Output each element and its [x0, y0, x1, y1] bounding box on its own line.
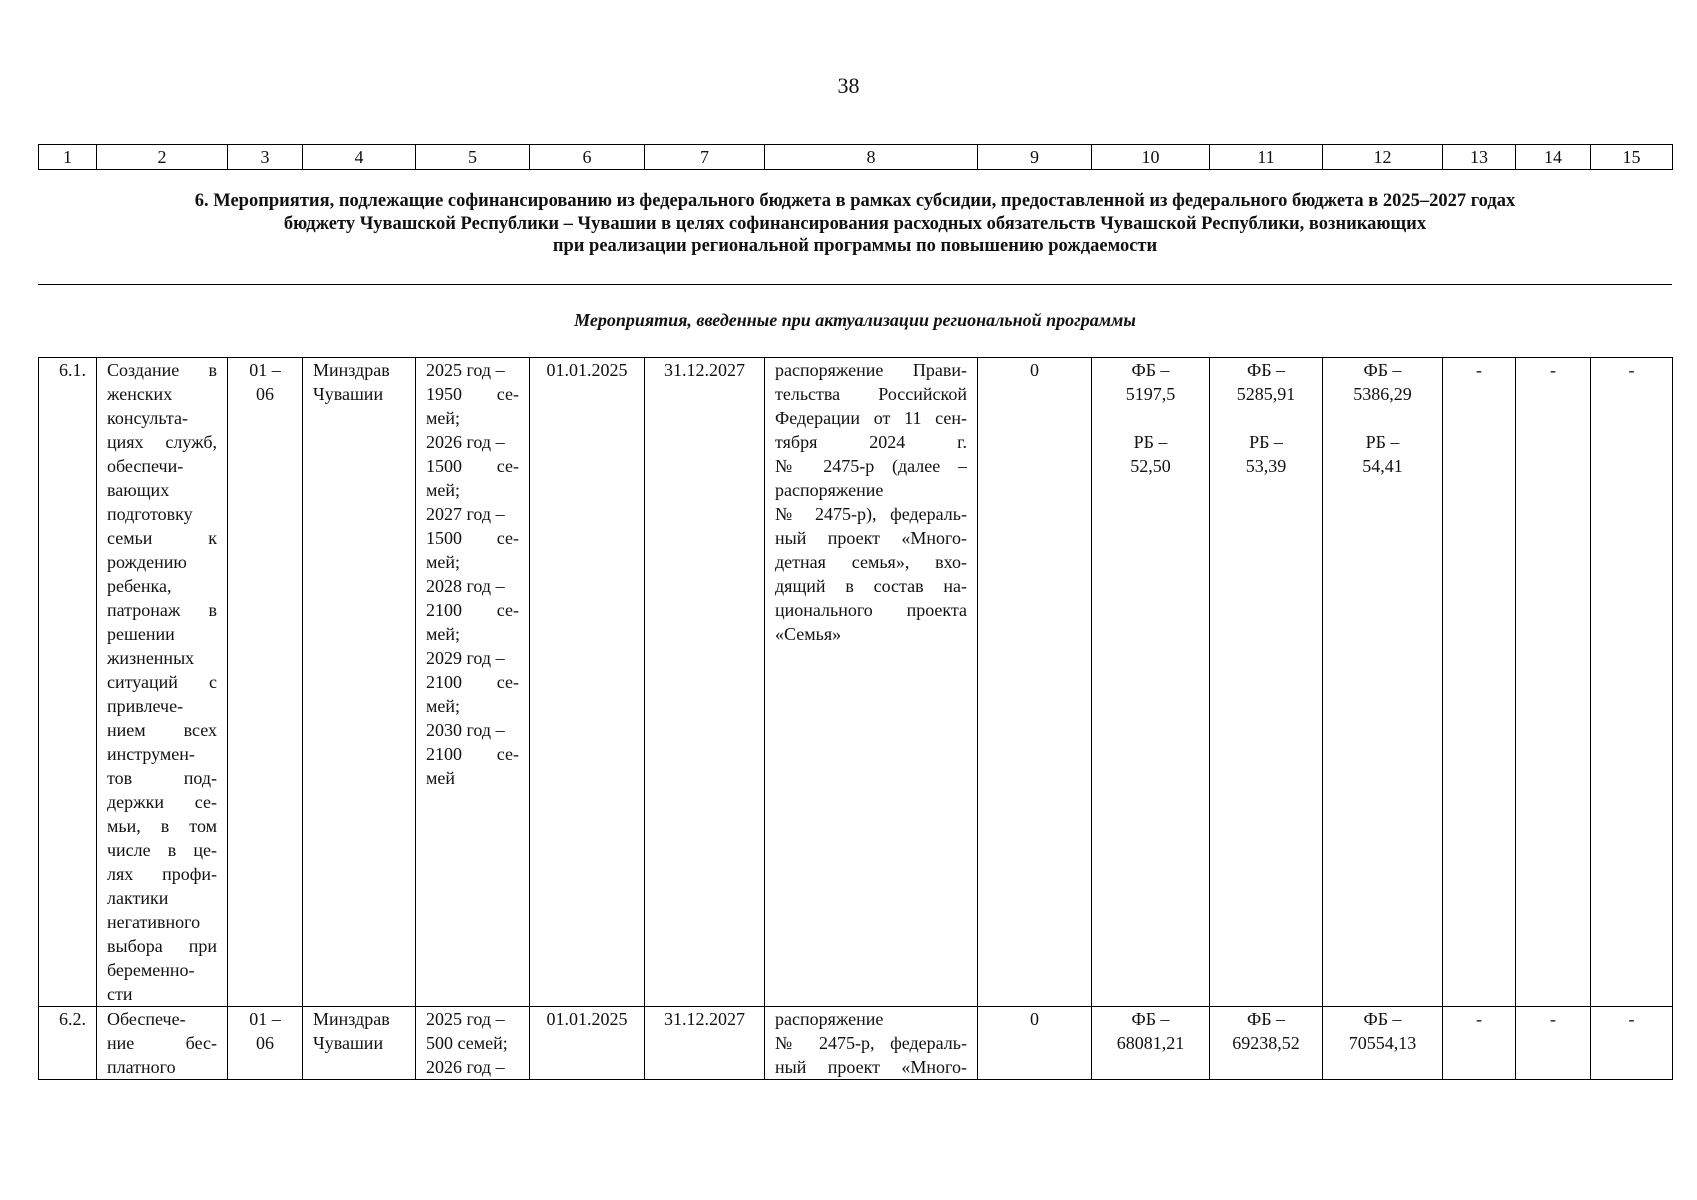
indicator-line: 2028 год –	[426, 576, 505, 596]
funding-2025	[1092, 358, 1210, 1007]
column-number-cell: 7	[645, 145, 765, 170]
funding-2027	[1323, 1007, 1443, 1080]
indicator-line: 2029 год –	[426, 648, 505, 668]
measure-name-line: нием всех	[107, 720, 217, 740]
indicator-line: мей;	[426, 552, 461, 572]
funding-2026-line: ФБ –	[1246, 1009, 1286, 1029]
legal-basis-line: детная семья», вхо-	[775, 552, 967, 572]
indicator-line: мей;	[426, 408, 461, 428]
funding-2025-line: ФБ –	[1131, 360, 1170, 380]
legal-basis-line: ный проект «Много-	[775, 528, 967, 548]
measure-name	[97, 1007, 228, 1080]
legal-basis-line: № 2475-р, федераль-	[775, 1033, 967, 1053]
measure-name-line: числе в це-	[107, 840, 217, 860]
column-number-cell: 12	[1323, 145, 1443, 170]
legal-basis-line: ционального проекта	[775, 600, 967, 620]
funding-2026-line	[1220, 406, 1312, 430]
column-number-cell: 13	[1443, 145, 1516, 170]
measure-name-line: привлече-	[107, 696, 184, 716]
indicator-line: мей;	[426, 480, 461, 500]
measure-name-line: лях профи-	[107, 864, 217, 884]
measure-name-line: патронаж в	[107, 600, 217, 620]
column-number-cell: 5	[416, 145, 530, 170]
executor	[303, 1007, 416, 1080]
measure-name-line: циях служб,	[107, 432, 217, 452]
indicator-line: мей	[426, 768, 456, 788]
funding-2027-line: РБ –	[1365, 432, 1400, 452]
legal-basis-line: ный проект «Много-	[775, 1057, 967, 1077]
indicator-line: 1950 се-	[426, 384, 519, 404]
measure-name-line: лактики	[107, 888, 169, 908]
funding-2025-line: ФБ –	[1131, 1009, 1170, 1029]
column-number-cell: 15	[1591, 145, 1673, 170]
value-col13: -	[1443, 1007, 1516, 1080]
column-number-cell: 6	[530, 145, 645, 170]
funding-2027-line: 70554,13	[1348, 1033, 1417, 1053]
indicator-line: 2025 год –	[426, 1009, 505, 1029]
column-number-cell: 1	[39, 145, 97, 170]
measure-name	[97, 358, 228, 1007]
measure-name-line: тов под-	[107, 768, 217, 788]
row-number: 6.2.	[39, 1007, 97, 1080]
executor-line: Минздрав	[313, 360, 390, 380]
row-number: 6.1.	[39, 358, 97, 1007]
end-date: 31.12.2027	[645, 1007, 765, 1080]
indicator-line: 1500 се-	[426, 456, 519, 476]
legal-basis-line: «Семья»	[775, 624, 842, 644]
column-number-cell: 8	[765, 145, 978, 170]
column-number-header	[38, 144, 1673, 170]
subsection-title: Мероприятия, введенные при актуализации региональной программы	[574, 310, 1136, 330]
column-number-cell: 10	[1092, 145, 1210, 170]
indicator-line: 2026 год –	[426, 432, 505, 452]
funding-2027-line: ФБ –	[1363, 360, 1402, 380]
indicator-line: мей;	[426, 696, 461, 716]
legal-basis-line: тября 2024 г.	[775, 432, 967, 452]
funding-2025-line: 52,50	[1130, 456, 1171, 476]
funding-2025-line: 68081,21	[1116, 1033, 1185, 1053]
value-col14: -	[1516, 1007, 1591, 1080]
measure-name-line: беременно-	[107, 960, 195, 980]
funding-2025-line: 5197,5	[1125, 384, 1176, 404]
measure-name-line: ребенка,	[107, 576, 172, 596]
measures-table	[38, 357, 1673, 1080]
funding-2025-line	[1102, 406, 1199, 430]
executor-line: Чувашии	[313, 1033, 384, 1053]
executor-line: Чувашии	[313, 384, 384, 404]
legal-basis-line: Федерации от 11 сен-	[775, 408, 967, 428]
measure-name-line: держки се-	[107, 792, 217, 812]
column-number-cell: 3	[228, 145, 303, 170]
column-number-cell: 14	[1516, 145, 1591, 170]
indicator-line: 2100 се-	[426, 600, 519, 620]
indicator-line: 2100 се-	[426, 744, 519, 764]
indicator-line: 1500 се-	[426, 528, 519, 548]
indicator-line: мей;	[426, 624, 461, 644]
legal-basis-line: распоряжение	[775, 480, 884, 500]
indicator-line: 2100 се-	[426, 672, 519, 692]
measure-name-line: мьи, в том	[107, 816, 217, 836]
funding-2026-line: 5285,91	[1236, 384, 1296, 404]
legal-basis	[765, 358, 978, 1007]
measure-name-line: обеспечи-	[107, 456, 184, 476]
measure-name-line: платного	[107, 1057, 176, 1077]
measure-code-line: 06	[256, 384, 274, 404]
funding-2027-line	[1333, 406, 1432, 430]
funding-2027-line: ФБ –	[1363, 1009, 1402, 1029]
funding-2026	[1210, 358, 1323, 1007]
funding-2027-line: 54,41	[1362, 456, 1403, 476]
section-title-line: бюджету Чувашской Республики – Чувашии в целях софинансирования расходных обязательств Чувашской Республики, возникающих	[283, 213, 1427, 234]
legal-basis-line: № 2475-р (далее –	[775, 456, 967, 476]
measure-code-line: 01 –	[249, 1009, 281, 1029]
value-col9: 0	[978, 1007, 1092, 1080]
measure-name-line: Создание в	[107, 360, 217, 380]
measure-name-line: жизненных	[107, 648, 195, 668]
value-col13: -	[1443, 358, 1516, 1007]
legal-basis-line: дящий в состав на-	[775, 576, 967, 596]
measure-name-line: решении	[107, 624, 175, 644]
funding-2025-line: РБ –	[1133, 432, 1168, 452]
start-date: 01.01.2025	[530, 1007, 645, 1080]
indicator-line: 2027 год –	[426, 504, 505, 524]
measure-name-line: семьи к	[107, 528, 217, 548]
column-number-cell: 4	[303, 145, 416, 170]
value-col9: 0	[978, 358, 1092, 1007]
measure-name-line: сти	[107, 984, 133, 1004]
measure-code-line: 06	[256, 1033, 274, 1053]
column-number-cell: 2	[97, 145, 228, 170]
indicator-line: 500 семей;	[426, 1033, 508, 1053]
executor	[303, 358, 416, 1007]
measure-code	[228, 1007, 303, 1080]
section-title-line: при реализации региональной программы по повышению рождаемости	[552, 236, 1158, 256]
section-title-line: 6. Мероприятия, подлежащие софинансированию из федерального бюджета в рамках субсидии, предоставленной из федерального бюджета в 2025–2027 годах	[194, 191, 1516, 211]
funding-2027	[1323, 358, 1443, 1007]
value-col15: -	[1591, 358, 1673, 1007]
divider	[38, 284, 1672, 285]
funding-2026-line: РБ –	[1249, 432, 1283, 452]
measure-name-line: негативного	[107, 912, 201, 932]
column-number-cell: 9	[978, 145, 1092, 170]
table-row	[39, 1007, 1673, 1080]
measure-name-line: выбора при	[107, 936, 217, 956]
measure-name-line: рождению	[107, 552, 187, 572]
indicator	[416, 358, 530, 1007]
value-col15: -	[1591, 1007, 1673, 1080]
indicator-line: 2025 год –	[426, 360, 505, 380]
funding-2026-line: ФБ –	[1246, 360, 1286, 380]
value-col14: -	[1516, 358, 1591, 1007]
measure-name-line: ние бес-	[107, 1033, 217, 1053]
page-number: 38	[837, 73, 860, 98]
end-date: 31.12.2027	[645, 358, 765, 1007]
measure-name-line: ситуаций с	[107, 672, 217, 692]
funding-2026	[1210, 1007, 1323, 1080]
funding-2026-line: 69238,52	[1232, 1033, 1300, 1053]
legal-basis-line: № 2475-р), федераль-	[775, 504, 967, 524]
table-row	[39, 358, 1673, 1007]
measure-name-line: женских	[107, 384, 173, 404]
indicator-line: 2026 год –	[426, 1057, 505, 1077]
legal-basis-line: распоряжение Прави-	[775, 360, 967, 380]
indicator-line: 2030 год –	[426, 720, 505, 740]
start-date: 01.01.2025	[530, 358, 645, 1007]
funding-2025	[1092, 1007, 1210, 1080]
funding-2027-line: 5386,29	[1353, 384, 1412, 404]
executor-line: Минздрав	[313, 1009, 390, 1029]
measure-name-line: инструмен-	[107, 744, 195, 764]
measure-code-line: 01 –	[249, 360, 281, 380]
measure-name-line: консульта-	[107, 408, 188, 428]
measure-code	[228, 358, 303, 1007]
legal-basis	[765, 1007, 978, 1080]
measure-name-line: вающих	[107, 480, 170, 500]
indicator	[416, 1007, 530, 1080]
column-number-cell: 11	[1210, 145, 1323, 170]
measure-name-line: подготовку	[107, 504, 193, 524]
section-title	[38, 190, 1672, 258]
legal-basis-line: тельства Российской	[775, 384, 967, 404]
funding-2026-line: 53,39	[1245, 456, 1287, 476]
legal-basis-line: распоряжение	[775, 1009, 884, 1029]
measure-name-line: Обеспече-	[107, 1009, 186, 1029]
